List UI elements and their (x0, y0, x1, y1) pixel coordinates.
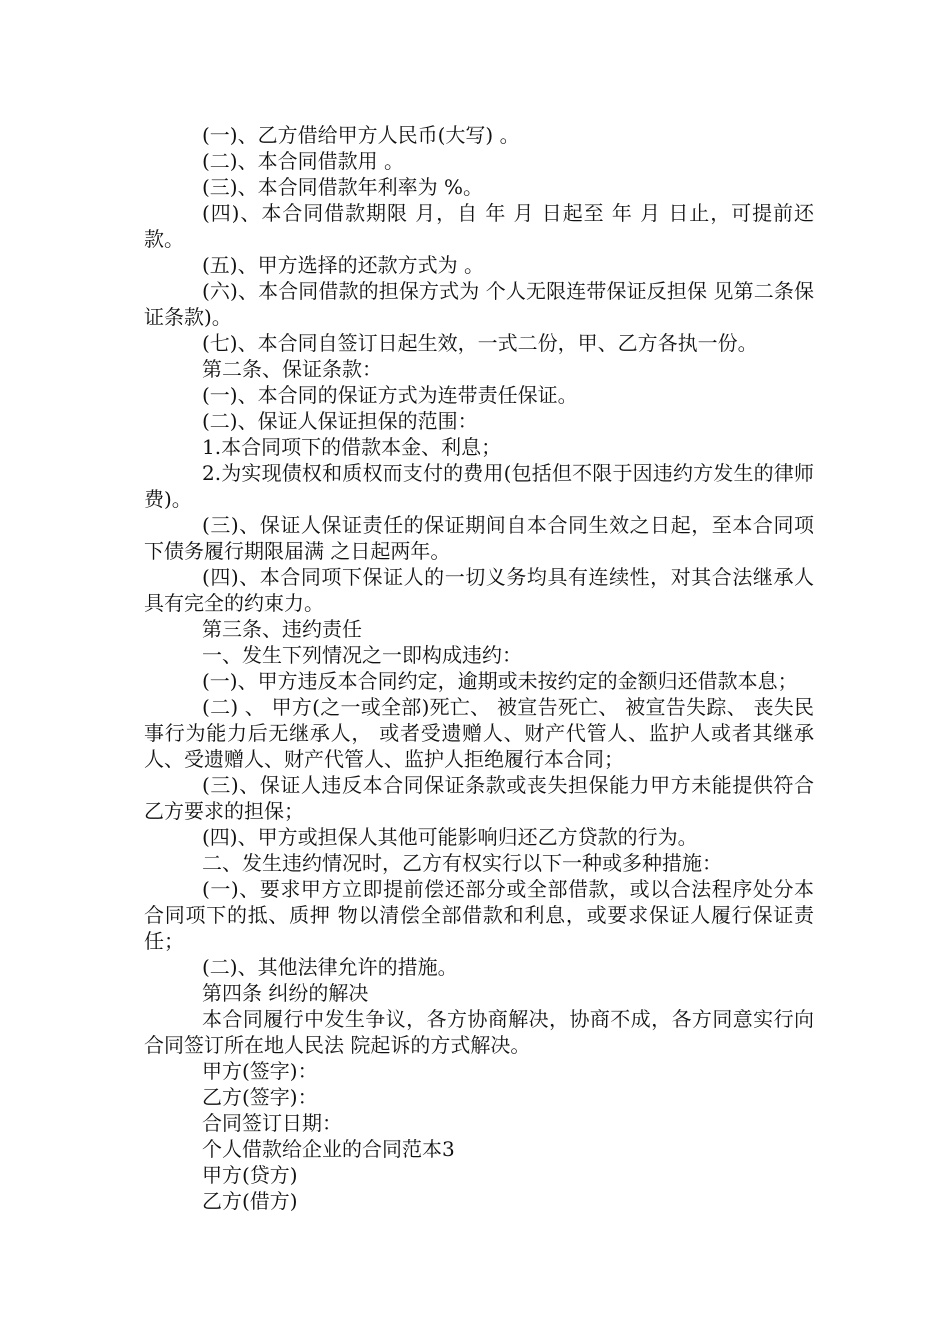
paragraph-breach-death: (二) 、 甲方(之一或全部)死亡、 被宣告死亡、 被宣告失踪、 丧失民事行为能力后无继承人， 或者受遗赠人、财产代管人、监护人或者其继承人、受遗赠人、财产代管人、监护人拒绝履行本合同； (144, 695, 814, 771)
paragraph-breach-conditions: 一、发生下列情况之一即构成违约： (202, 643, 522, 667)
paragraph-guarantee-period: (三)、保证人保证责任的保证期间自本合同生效之日起，至本合同项下债务履行期限届满 之日起两年。 (144, 513, 814, 563)
paragraph-dispute-resolution: 本合同履行中发生争议，各方协商解决，协商不成，各方同意实行向合同签订所在地人民法 院起诉的方式解决。 (144, 1007, 814, 1057)
party-b-borrower: 乙方(借方) (202, 1189, 298, 1213)
paragraph-breach-guarantor: (三)、保证人违反本合同保证条款或丧失担保能力甲方未能提供符合乙方要求的担保； (144, 773, 814, 823)
paragraph-effective-date: (七)、本合同自签订日起生效，一式二份，甲、乙方各执一份。 (202, 331, 758, 355)
signature-party-b: 乙方(签字)： (202, 1085, 318, 1109)
paragraph-guarantee-method: (六)、本合同借款的担保方式为 个人无限连带保证反担保 见第二条保证条款)。 (144, 279, 814, 329)
party-a-lender: 甲方(贷方) (202, 1163, 298, 1187)
heading-article-4: 第四条 纠纷的解决 (202, 981, 369, 1005)
paragraph-loan-term: (四)、本合同借款期限 月，自 年 月 日起至 年 月 日止，可提前还款。 (144, 201, 814, 251)
paragraph-repayment-method: (五)、甲方选择的还款方式为 。 (202, 253, 484, 277)
paragraph-interest-rate: (三)、本合同借款年利率为 %。 (202, 175, 483, 199)
paragraph-guarantee-type: (一)、本合同的保证方式为连带责任保证。 (202, 383, 578, 407)
contract-date: 合同签订日期： (202, 1111, 342, 1135)
paragraph-loan-amount: (一)、乙方借给甲方人民币(大写) 。 (202, 123, 520, 147)
heading-article-3: 第三条、违约责任 (202, 617, 362, 641)
template-title: 个人借款给企业的合同范本3 (202, 1137, 455, 1161)
paragraph-loan-purpose: (二)、本合同借款用 。 (202, 149, 404, 173)
paragraph-breach-other: (四)、甲方或担保人其他可能影响归还乙方贷款的行为。 (202, 825, 698, 849)
signature-party-a: 甲方(签字)： (202, 1059, 318, 1083)
document-body (144, 122, 814, 1214)
paragraph-breach-overdue: (一)、甲方违反本合同约定，逾期或未按约定的金额归还借款本息； (202, 669, 798, 693)
paragraph-continuity: (四)、本合同项下保证人的一切义务均具有连续性，对其合法继承人具有完全的约束力。 (144, 565, 814, 615)
paragraph-guarantee-scope: (二)、保证人保证担保的范围： (202, 409, 478, 433)
list-item-fees: 2.为实现债权和质权而支付的费用(包括但不限于因违约方发生的律师费)。 (144, 461, 814, 511)
paragraph-remedy-repayment: (一)、要求甲方立即提前偿还部分或全部借款，或以合法程序处分本合同项下的抵、质押 物以清偿全部借款和利息，或要求保证人履行保证责任； (144, 877, 814, 953)
paragraph-remedies: 二、发生违约情况时，乙方有权实行以下一种或多种措施： (202, 851, 722, 875)
heading-article-2: 第二条、保证条款： (202, 357, 382, 381)
list-item-principal: 1.本合同项下的借款本金、利息； (202, 435, 502, 459)
paragraph-remedy-other: (二)、其他法律允许的措施。 (202, 955, 458, 979)
